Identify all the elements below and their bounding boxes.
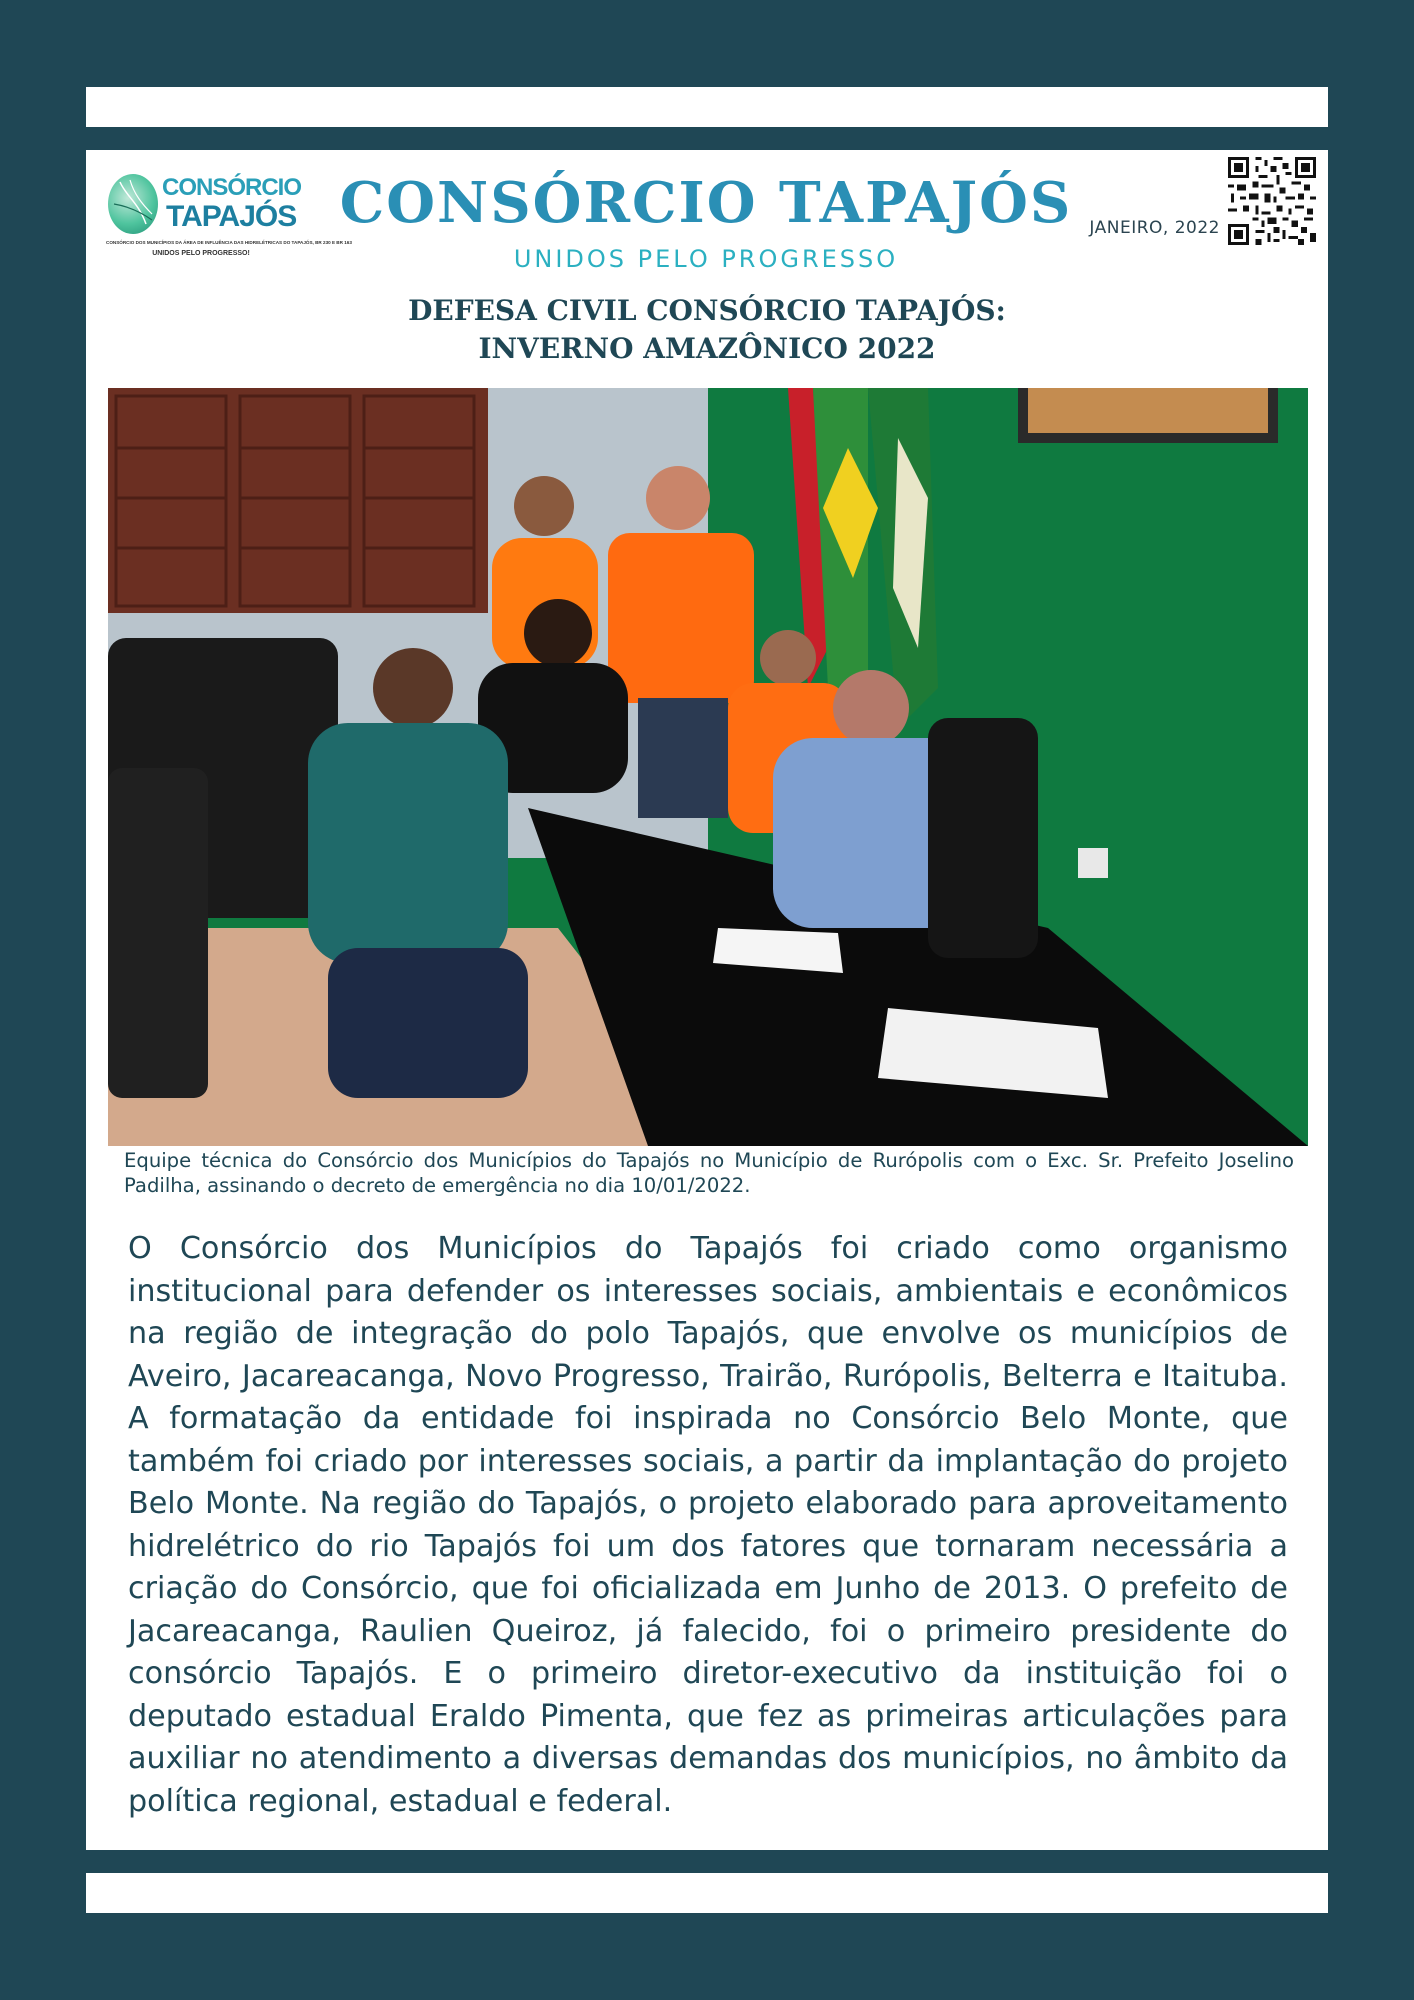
- qr-code-icon[interactable]: [1228, 157, 1316, 245]
- top-banner-strip: [86, 87, 1328, 127]
- bottom-banner-strip: [86, 1873, 1328, 1913]
- page-title: CONSÓRCIO TAPAJÓS: [339, 170, 1073, 236]
- article-photo: [108, 388, 1308, 1146]
- headline-line-2: INVERNO AMAZÔNICO 2022: [478, 332, 936, 365]
- logo-line-2: TAPAJÓS: [166, 200, 297, 233]
- consorcio-logo: [106, 170, 352, 265]
- logo-line-4: UNIDOS PELO PROGRESSO!: [152, 250, 250, 257]
- newsletter-sheet: [86, 150, 1328, 1850]
- issue-date: JANEIRO, 2022: [1089, 218, 1220, 238]
- page-subtitle: UNIDOS PELO PROGRESSO: [513, 245, 899, 273]
- globe-icon: [108, 174, 158, 234]
- headline-line-1: DEFESA CIVIL CONSÓRCIO TAPAJÓS:: [408, 294, 1006, 327]
- article-body: O Consórcio dos Municípios do Tapajós foi criado como organismo institucional para defender os interesses sociais, ambientais e econômicos na região de integração do polo Tapajós, que envolve os municípios de Aveiro, Jacareacanga, Novo Progresso, Trairão, Rurópolis, Belterra e Itaituba. A formatação da entidade foi inspirada no Consórcio Belo Monte, que também foi criado por interesses sociais, a partir da implantação do projeto Belo Monte. Na região do Tapajós, o projeto elaborado para aproveitamento hidrelétrico do rio Tapajós foi um dos fatores que tornaram necessária a criação do Consórcio, que foi oficializada em Junho de 2013. O prefeito de Jacareacanga, Raulien Queiroz, já falecido, foi o primeiro presidente do consórcio Tapajós. E o primeiro diretor-executivo da instituição foi o deputado estadual Eraldo Pimenta, que fez as primeiras articulações para auxiliar no atendimento a diversas demandas dos municípios, no âmbito da política regional, estadual e federal.: [128, 1231, 1288, 1819]
- logo-line-1: CONSÓRCIO: [162, 174, 302, 201]
- logo-line-3: CONSÓRCIO DOS MUNICÍPIOS DA ÁREA DE INFLUÊNCIA DAS HIDRELÉTRICAS DO TAPAJÓS, BR 230 E BR 163: [106, 240, 352, 245]
- article-headline: [286, 292, 1128, 368]
- photo-caption: Equipe técnica do Consórcio dos Municípios do Tapajós no Município de Rurópolis com o Exc. Sr. Prefeito Joselino Padilha, assinando o decreto de emergência no dia 10/01/2022.: [124, 1149, 1294, 1197]
